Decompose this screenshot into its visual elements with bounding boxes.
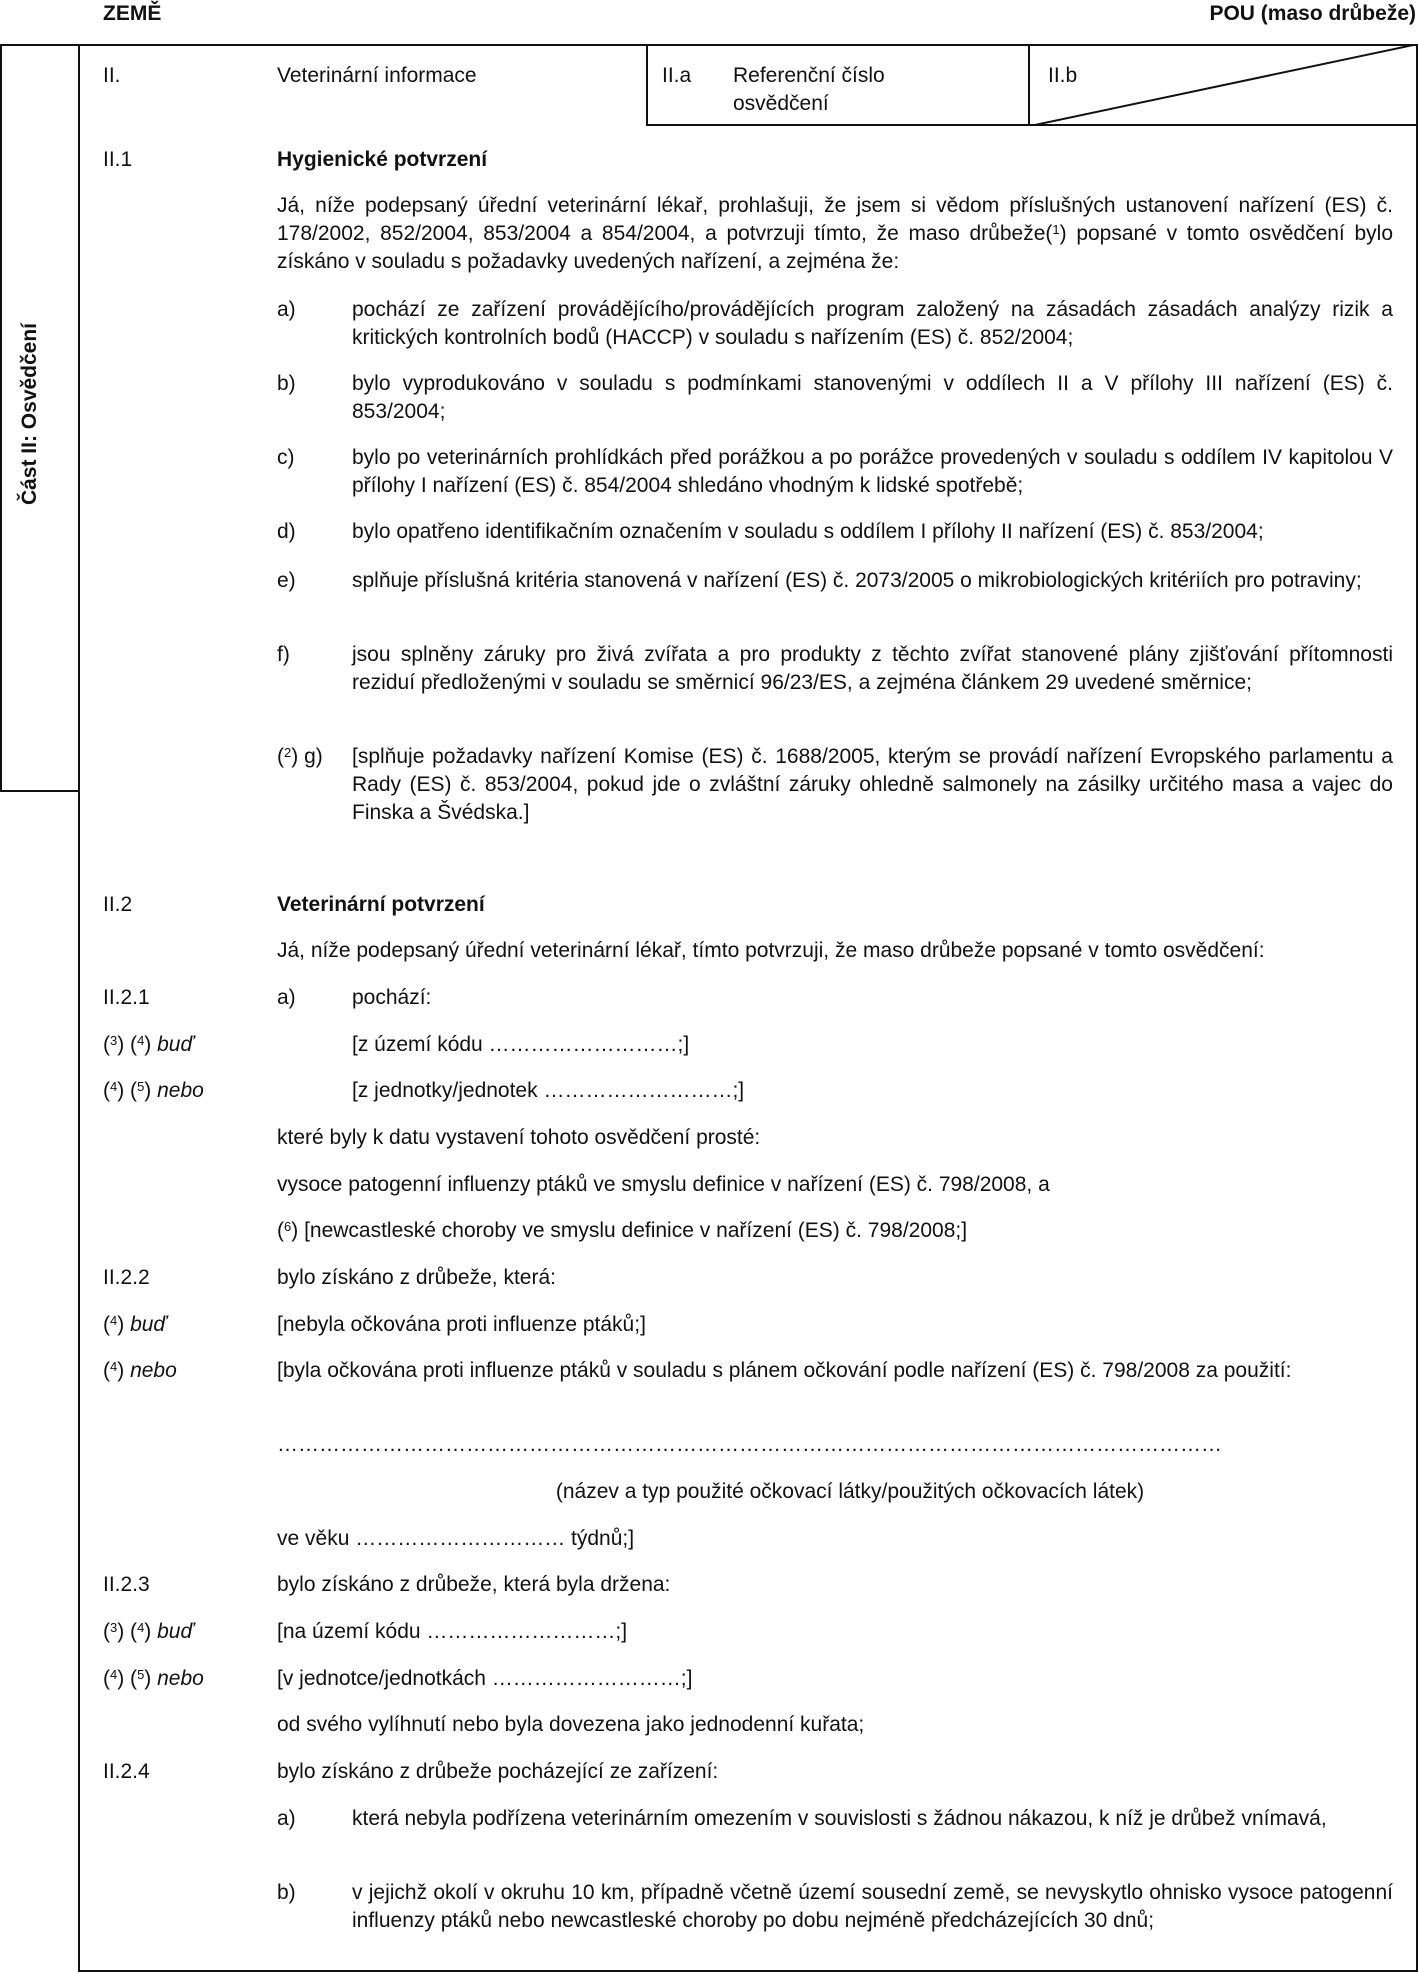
ii21-origin: pochází: [352, 986, 432, 1009]
ii23-or-note: ($^4$) ($^5$) nebo [103, 1667, 204, 1690]
item-f-label: f) [277, 643, 290, 666]
item-a-label: a) [277, 298, 296, 321]
ii22-not-vaccinated: [nebyla očkována proti influenze ptáků;] [277, 1313, 646, 1336]
item-c-text: bylo po veterinárních prohlídkách před porážkou a po porážce provedených v souladu s oddílem IV kapitolou V přílohy I nařízení (ES) č. 854/2004 shledáno vhodným k lidské spotřebě; [352, 446, 1393, 497]
ii23-in-area: [na území kódu ………………………;] [277, 1620, 628, 1643]
ii23-either-note: ($^3$) ($^4$) buď [103, 1620, 194, 1643]
section-ii2-num: II.2 [103, 893, 133, 916]
ii21-hpai: vysoce patogenní influenzy ptáků ve smyslu definice v nařízení (ES) č. 798/2008, a [277, 1173, 1050, 1196]
item-c-label: c) [277, 446, 295, 469]
header-certificate-type: POU (maso drůbeže) [1209, 2, 1416, 25]
section-ii22-num: II.2.2 [103, 1266, 150, 1289]
item-b-label: b) [277, 372, 296, 395]
ii23-since: od svého vylíhnutí nebo byla dovezena jako jednodenní kuřata; [277, 1713, 865, 1736]
item-g-label: ($^2$) g) [277, 745, 323, 768]
item-g-text: [splňuje požadavky nařízení Komise (ES) č. 1688/2005, kterým se provádí nařízení Evropského parlamentu a Rady (ES) č. 853/2004, pokud jde o zvláštní záruky ohledně salmonely na zásilky určitého masa a vajec do Finska a Švédska.] [352, 745, 1393, 824]
section-ii23-num: II.2.3 [103, 1573, 150, 1596]
section-iib: II.b [1048, 64, 1078, 87]
ii22-vaccinated: [byla očkována proti influenze ptáků v souladu s plánem očkování podle nařízení (ES) č. 798/2008 za použití: [277, 1359, 1292, 1382]
reference-number-label: Referenční číslo osvědčení [733, 64, 885, 115]
section-ii1-intro: Já, níže podepsaný úřední veterinární lékař, prohlašuji, že jsem si vědom příslušných ustanovení nařízení (ES) č. 178/2002, 852/2004, 853/2004 a 854/2004, a potvrzuji tímto, že maso drůbeže($^1$) popsané v tomto osvědčení bylo získáno v souladu s požadavky uvedených nařízení, a zejména že: [277, 194, 1393, 273]
iib-diagonal [1030, 44, 1418, 126]
ii22-from-poultry: bylo získáno z drůbeže, která: [277, 1266, 556, 1289]
ii22-dotted-line: ……………………………………………………………………………………………………………………… [277, 1433, 1222, 1456]
sidebar [0, 44, 78, 792]
ii22-vaccine-note: (název a typ použité očkovací látky/použitých očkovacích látek) [555, 1480, 1145, 1503]
section-iia: II.a [662, 64, 692, 87]
ii21-free-intro: které byly k datu vystavení tohoto osvědčení prosté: [277, 1126, 761, 1149]
section-ii21-num: II.2.1 [103, 986, 150, 1009]
header-country: ZEMĚ [103, 2, 162, 25]
ii21-from-unit: [z jednotky/jednotek ………………………;] [352, 1079, 745, 1102]
ii23-kept: bylo získáno z drůbeže, která byla držena: [277, 1573, 671, 1596]
ii24-a-text: která nebyla podřízena veterinárním omezením v souvislosti s žádnou nákazou, k níž je drůbež vnímavá, [352, 1807, 1327, 1830]
sidebar-label: Část II: Osvědčení [18, 322, 41, 506]
item-b-text: bylo vyprodukováno v souladu s podmínkami stanovenými v oddílech II a V přílohy III nařízení (ES) č. 853/2004; [352, 372, 1393, 423]
vet-info-title: Veterinární informace [277, 64, 477, 87]
section-ii2-title: Veterinární potvrzení [277, 893, 485, 916]
section-ii1-title: Hygienické potvrzení [277, 148, 488, 171]
section-ii: II. [103, 64, 121, 87]
section-ii1-num: II.1 [103, 148, 133, 171]
item-d-text: bylo opatřeno identifikačním označením v souladu s oddílem I přílohy II nařízení (ES) č. 853/2004; [352, 520, 1264, 543]
item-a-text: pochází ze zařízení provádějícího/provádějících program založený na zásadách zásadách analýzy rizik a kritických kontrolních bodů (HACCP) v souladu s nařízením (ES) č. 852/2004; [352, 298, 1393, 349]
ii24-b-label: b) [277, 1881, 296, 1904]
ii24-establishment: bylo získáno z drůbeže pocházející ze zařízení: [277, 1760, 719, 1783]
item-f-text: jsou splněny záruky pro živá zvířata a pro produkty z těchto zvířat stanovené plány zjišťování přítomnosti reziduí předloženými v souladu se směrnicí 96/23/ES, a zejména článkem 29 uvedené směrnice; [352, 643, 1393, 694]
ii22-or-note: ($^4$) nebo [103, 1359, 177, 1382]
ii24-a-label: a) [277, 1807, 296, 1830]
section-ii2-intro: Já, níže podepsaný úřední veterinární lékař, tímto potvrzuji, že maso drůbeže popsané v tomto osvědčení: [277, 939, 1265, 962]
item-e-text: splňuje příslušná kritéria stanovená v nařízení (ES) č. 2073/2005 o mikrobiologických kritériích pro potraviny; [352, 569, 1362, 592]
ii21-either-note: ($^3$) ($^4$) buď [103, 1033, 194, 1056]
ii23-in-unit: [v jednotce/jednotkách ………………………;] [277, 1667, 693, 1690]
ii21-or-note: ($^4$) ($^5$) nebo [103, 1079, 204, 1102]
ii21-newcastle: ($^6$) [newcastleské choroby ve smyslu definice v nařízení (ES) č. 798/2008;] [277, 1219, 968, 1242]
ii21-from-area: [z území kódu ………………………;] [352, 1033, 690, 1056]
item-d-label: d) [277, 520, 296, 543]
item-e-label: e) [277, 569, 296, 592]
section-ii24-num: II.2.4 [103, 1760, 150, 1783]
ii21-a-label: a) [277, 986, 296, 1009]
ii22-either-note: ($^4$) buď [103, 1313, 167, 1336]
ii22-age: ve věku ………………………… týdnů;] [277, 1527, 635, 1550]
ii24-b-text: v jejichž okolí v okruhu 10 km, případně včetně území sousední země, se nevyskytlo ohnisko vysoce patogenní influenzy ptáků nebo newcastleské choroby po dobu nejméně předcházejících 30 dnů; [352, 1881, 1393, 1932]
